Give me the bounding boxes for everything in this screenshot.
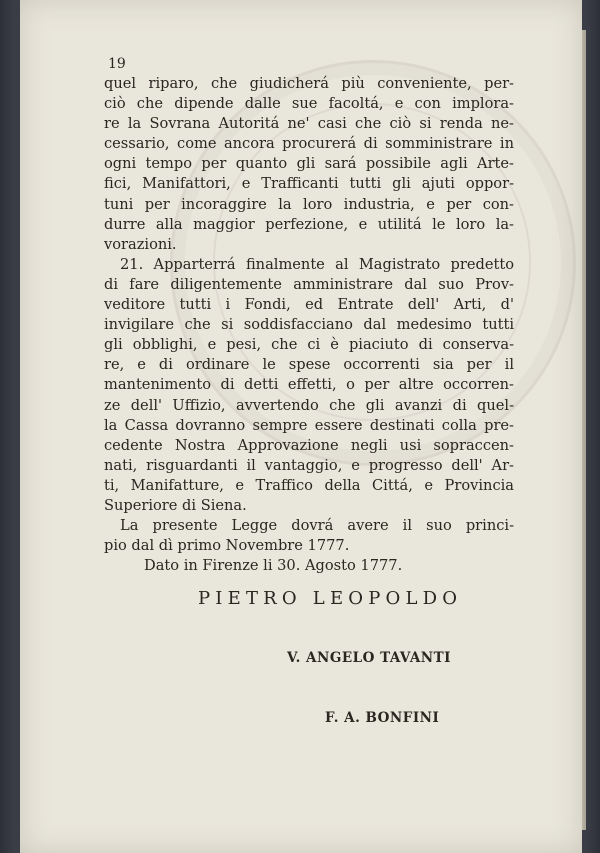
text-line: re, e di ordinare le spese occorrenti sia per il [104,356,514,374]
text-line: ciò che dipende dalle sue facoltá, e con implora- [104,95,514,113]
text-line: ti, Manifatture, e Traffico della Cittá, e Provincia [104,476,514,494]
sovereign-signature: PIETRO LEOPOLDO [198,588,463,609]
article-21-start: 21. Apparterrá finalmente al Magistrato predetto [120,255,514,273]
text-line: mantenimento di detti effetti, o per altre occorren- [104,376,514,394]
text-line: di fare diligentemente amministrare dal suo Prov- [104,275,514,293]
countersignature-tavanti: V. ANGELO TAVANTI [287,650,452,666]
text-line: veditore tutti i Fondi, ed Entrate dell' Arti, d' [104,296,514,314]
text-line: la Cassa dovranno sempre essere destinati colla pre- [104,416,514,434]
text-line: ze dell' Uffizio, avvertendo che gli avanzi di quel- [104,396,514,414]
text-line: re la Sovrana Autoritá ne' casi che ciò si renda ne- [104,115,514,133]
text-line: tuni per incoraggire la loro industria, e per con- [104,195,514,213]
countersignature-bonfini: F. A. BONFINI [325,710,440,726]
text-line: cessario, come ancora procurerá di somministrare in [104,135,514,153]
text-line: pio dal dì primo Novembre 1777. [104,537,350,555]
dated-line: Dato in Firenze li 30. Agosto 1777. [144,557,403,575]
text-line: cedente Nostra Approvazione negli usi sopraccen- [104,436,514,454]
text-line: invigilare che si soddisfacciano dal medesimo tutti [104,316,514,334]
text-line: gli obblighi, e pesi, che ci è piaciuto di conserva- [104,336,514,354]
body-text [104,74,514,576]
text-line: quel riparo, che giudicherá più conveniente, per- [104,75,514,92]
text-line: durre alla maggior perfezione, e utilitá le loro la- [104,215,514,233]
text-line: vorazioni. [104,235,177,253]
text-line: Superiore di Siena. [104,496,247,514]
text-line: ogni tempo per quanto gli sará possibile agli Arte- [104,155,514,173]
text-line: fici, Manifattori, e Trafficanti tutti gli ajuti oppor- [104,175,514,193]
text-line: nati, risguardanti il vantaggio, e progresso dell' Ar- [104,456,514,474]
page-number: 19 [108,56,126,72]
effective-date-paragraph: La presente Legge dovrá avere il suo princi- [120,517,514,535]
